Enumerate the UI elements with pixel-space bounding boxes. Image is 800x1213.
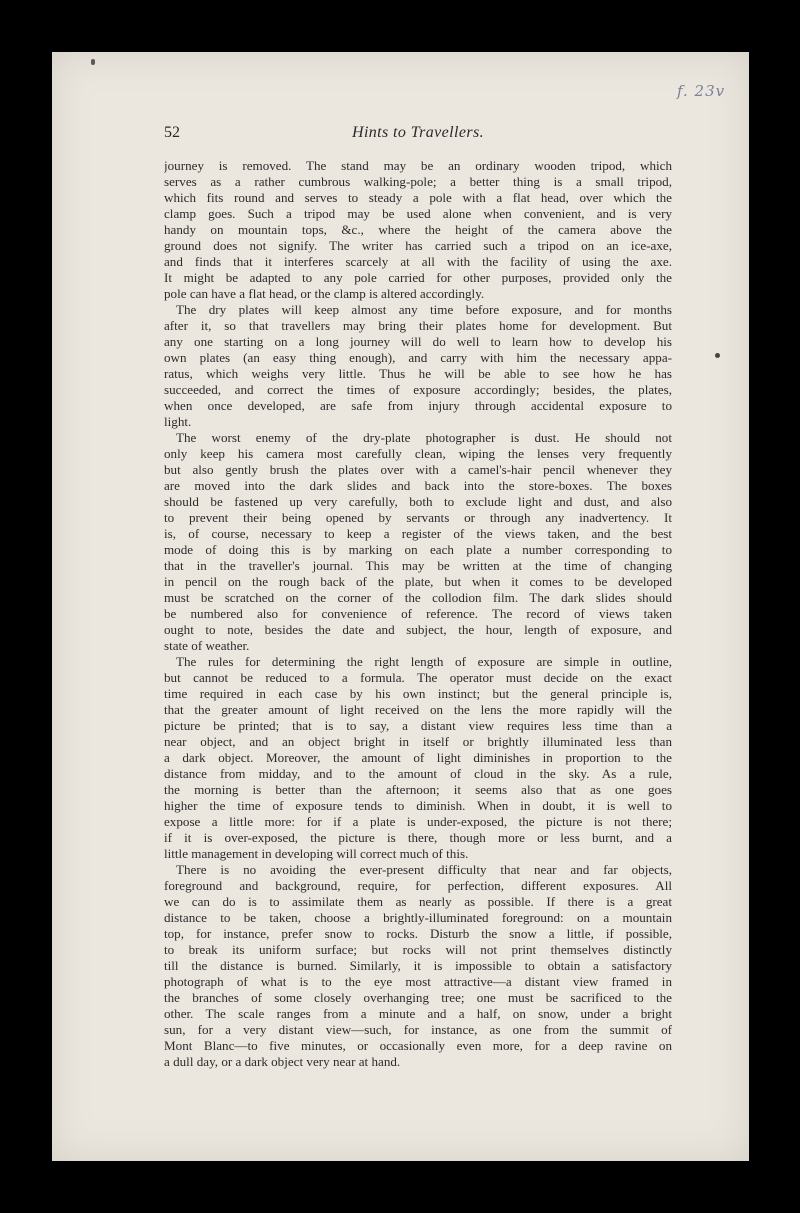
text-line: is, of course, necessary to keep a register of the views taken, and the best [164, 526, 672, 541]
text-line: serves as a rather cumbrous walking-pole; a better thing is a small tripod, [164, 174, 672, 189]
text-line: clamp goes. Such a tripod may be used alone when convenient, and is very [164, 206, 672, 221]
text-line: a dark object. Moreover, the amount of light diminishes in proportion to the [164, 750, 672, 765]
text-line: when once developed, are safe from injury through accidental exposure to [164, 398, 672, 413]
text-line: journey is removed. The stand may be an ordinary wooden tripod, which [164, 158, 672, 173]
text-line: top, for instance, prefer snow to rocks. Disturb the snow a little, if possible, [164, 926, 672, 941]
text-line: It might be adapted to any pole carried for other purposes, provided only the [164, 270, 672, 285]
text-line: picture be printed; that is to say, a distant view requires less time than a [164, 718, 672, 733]
text-line: if it is over-exposed, the picture is there, though more or less burnt, and a [164, 830, 672, 845]
text-line: to break its uniform surface; but rocks will not print themselves distinctly [164, 942, 672, 957]
text-line: but also gently brush the plates over with a camel's-hair pencil whenever they [164, 462, 672, 477]
paragraph [164, 654, 672, 862]
text-line: light. [164, 414, 192, 429]
text-line: sun, for a very distant view—such, for instance, as one from the summit of [164, 1022, 672, 1037]
page-header [164, 124, 672, 146]
text-line: we can do is to assimilate them as nearly as possible. If there is a great [164, 894, 672, 909]
text-line: the morning is better than the afternoon; it seems also that as one goes [164, 782, 672, 797]
text-line: but cannot be reduced to a formula. The operator must decide on the exact [164, 670, 672, 685]
text-line: pole can have a flat head, or the clamp is altered accordingly. [164, 286, 485, 301]
text-line: Mont Blanc—to five minutes, or occasionally even more, for a deep ravine on [164, 1038, 672, 1053]
text-line: expose a little more: for if a plate is under-exposed, the picture is not there; [164, 814, 672, 829]
text-line: higher the time of exposure tends to diminish. When in doubt, it is well to [164, 798, 672, 813]
text-line: mode of doing this is by marking on each plate a number corresponding to [164, 542, 672, 557]
ink-dot [715, 353, 720, 358]
text-line: photograph of what is to the eye most attractive—a distant view framed in [164, 974, 672, 989]
text-line: ground does not signify. The writer has carried such a tripod on an ice-axe, [164, 238, 672, 253]
text-line: distance from midday, and to the amount of cloud in the sky. As a rule, [164, 766, 672, 781]
text-line: must be scratched on the corner of the collodion film. The dark slides should [164, 590, 672, 605]
text-line: that the greater amount of light received on the lens the more rapidly will the [164, 702, 672, 717]
text-line: ratus, which weighs very little. Thus he will be able to see how he has [164, 366, 672, 381]
text-line: other. The scale ranges from a minute and a half, on snow, under a bright [164, 1006, 672, 1021]
text-line: should be fastened up very carefully, both to exclude light and dust, and also [164, 494, 672, 509]
text-line: handy on mountain tops, &c., where the height of the camera above the [164, 222, 672, 237]
page-body [164, 158, 672, 1070]
text-line: foreground and background, require, for perfection, different exposures. All [164, 878, 672, 893]
text-line: be numbered also for convenience of reference. The record of views taken [164, 606, 672, 621]
text-line: and finds that it interferes scarcely at all with the facility of using the axe. [164, 254, 672, 269]
text-line: till the distance is burned. Similarly, it is impossible to obtain a satisfactory [164, 958, 672, 973]
text-line: to prevent their being opened by servants or through any inadvertency. It [164, 510, 672, 525]
text-line: only keep his camera most carefully clean, wiping the lenses very frequently [164, 446, 672, 461]
text-line: in pencil on the rough back of the plate, but when it comes to be developed [164, 574, 672, 589]
text-line: own plates (an easy thing enough), and carry with him the necessary appa- [164, 350, 672, 365]
text-line: There is no avoiding the ever-present difficulty that near and far objects, [176, 862, 672, 877]
text-line: succeeded, and correct the times of exposure accordingly; besides, the plates, [164, 382, 672, 397]
folio-annotation: f. 23v [677, 82, 726, 100]
text-line: after it, so that travellers may bring their plates home for development. But [164, 318, 672, 333]
paragraph [164, 862, 672, 1070]
text-line: that in the traveller's journal. This may be written at the time of changing [164, 558, 672, 573]
text-line: near object, and an object bright in itself or brightly illuminated less than [164, 734, 672, 749]
ink-speck [91, 59, 95, 65]
paragraph [164, 430, 672, 654]
text-line: The dry plates will keep almost any time before exposure, and for months [176, 302, 672, 317]
text-line: little management in developing will correct much of this. [164, 846, 469, 861]
text-line: state of weather. [164, 638, 250, 653]
text-line: the branches of some closely overhanging tree; one must be sacrificed to the [164, 990, 672, 1005]
text-line: The rules for determining the right length of exposure are simple in outline, [176, 654, 672, 669]
text-line: ought to note, besides the date and subject, the hour, length of exposure, and [164, 622, 672, 637]
page-number: 52 [164, 124, 180, 141]
text-line: any one starting on a long journey will do well to learn how to develop his [164, 334, 672, 349]
text-line: a dull day, or a dark object very near at hand. [164, 1054, 401, 1069]
text-line: are moved into the dark slides and back into the store-boxes. The boxes [164, 478, 672, 493]
text-line: which fits round and serves to steady a pole with a flat head, over which the [164, 190, 672, 205]
running-title: Hints to Travellers. [351, 124, 484, 141]
paragraph [164, 302, 672, 430]
text-line: time required in each case by his own instinct; but the general principle is, [164, 686, 672, 701]
paragraph [164, 158, 672, 302]
text-line: distance to be taken, choose a brightly-illuminated foreground: on a mountain [164, 910, 672, 925]
text-line: The worst enemy of the dry-plate photographer is dust. He should not [176, 430, 672, 445]
